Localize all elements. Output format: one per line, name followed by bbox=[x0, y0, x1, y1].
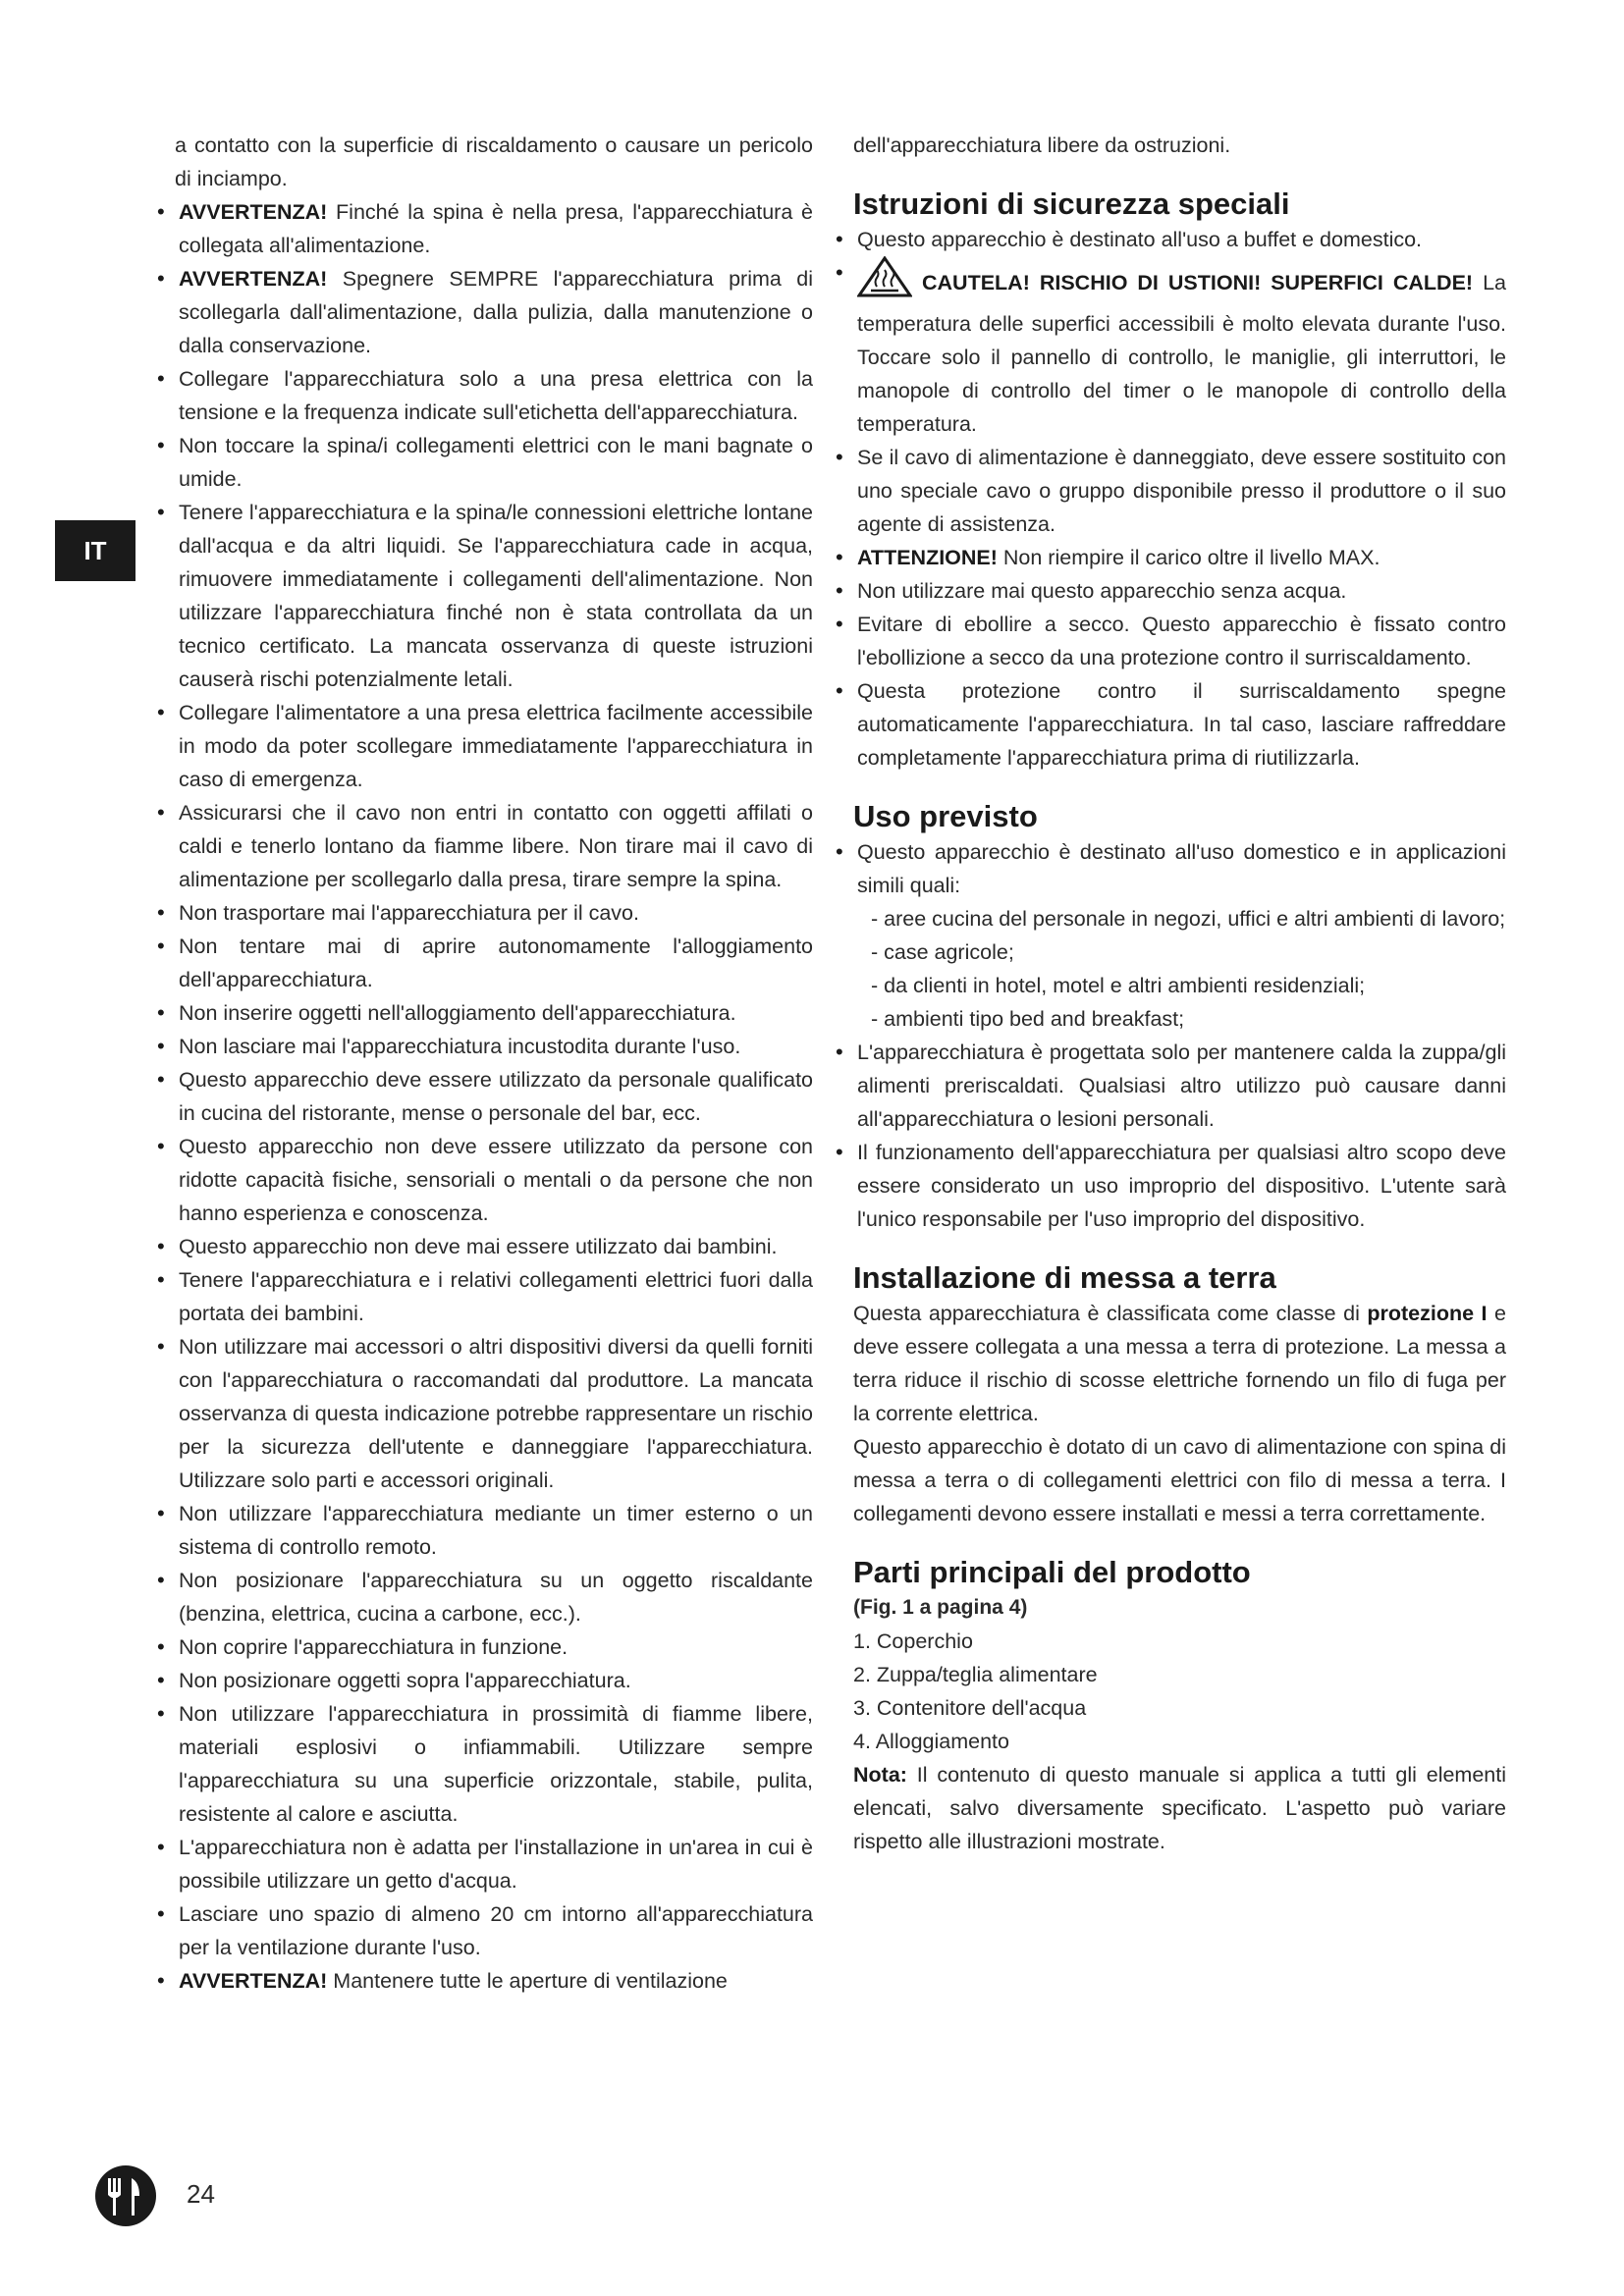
list-item bbox=[175, 1897, 813, 1964]
item-text: Non posizionare oggetti sopra l'apparecchiatura. bbox=[179, 1669, 631, 1692]
left-safety-list bbox=[175, 195, 813, 1998]
note-text: Il contenuto di questo manuale si applica a tutti gli elementi elencati, salvo diversamente specificato. L'aspetto può variare rispetto alle illustrazioni mostrate. bbox=[853, 1763, 1506, 1853]
item-text: Non posizionare l'apparecchiatura su un oggetto riscaldante (benzina, elettrica, cucina a carbone, ecc.). bbox=[179, 1569, 813, 1626]
caution-heading: CAUTELA! RISCHIO DI USTIONI! SUPERFICI CALDE! bbox=[922, 271, 1474, 294]
list-item bbox=[175, 195, 813, 262]
list-item bbox=[175, 1964, 813, 1998]
item-text: L'apparecchiatura non è adatta per l'installazione in un'area in cui è possibile utilizzare un getto d'acqua. bbox=[179, 1836, 813, 1893]
part-item: 3. Contenitore dell'acqua bbox=[853, 1696, 1087, 1720]
item-text: Non utilizzare mai accessori o altri dispositivi diversi da quelli forniti con l'apparecchiatura o raccomandati dal produttore. La mancata osservanza di questa indicazione potrebbe rappresentare un rischio per la sicurezza dell'utente e danneggiare l'apparecchiatura. Utilizzare solo parti e accessori originali. bbox=[179, 1335, 813, 1492]
item-text: Tenere l'apparecchiatura e i relativi collegamenti elettrici fuori dalla portata dei bambini. bbox=[179, 1268, 813, 1325]
sub-item: - case agricole; bbox=[871, 940, 1014, 964]
right-continuation: dell'apparecchiatura libere da ostruzioni. bbox=[853, 133, 1231, 157]
item-text: Non utilizzare l'apparecchiatura in prossimità di fiamme libere, materiali esplosivi o infiammabili. Utilizzare sempre l'apparecchiatura su una superficie orizzontale, stabile, pulita, resistente al calore e asciutta. bbox=[179, 1702, 813, 1826]
item-text: Collegare l'alimentatore a una presa elettrica facilmente accessibile in modo da poter scollegare immediatamente l'apparecchiatura in caso di emergenza. bbox=[179, 701, 813, 791]
grounding-text-a: Questa apparecchiatura è classificata come classe di bbox=[853, 1302, 1368, 1325]
list-item bbox=[175, 1030, 813, 1063]
list-item bbox=[175, 1564, 813, 1630]
item-text: Il funzionamento dell'apparecchiatura per qualsiasi altro scopo deve essere considerato un uso improprio del dispositivo. L'utente sarà l'unico responsabile per l'uso improprio del dispositivo. bbox=[857, 1141, 1506, 1231]
item-text: Questo apparecchio è destinato all'uso domestico e in applicazioni simili quali: bbox=[857, 840, 1506, 897]
list-item bbox=[175, 1497, 813, 1564]
item-text: Lasciare uno spazio di almeno 20 cm intorno all'apparecchiatura per la ventilazione durante l'uso. bbox=[179, 1902, 813, 1959]
item-warning-label: AVVERTENZA! bbox=[179, 1969, 328, 1993]
list-item bbox=[175, 796, 813, 896]
left-column bbox=[175, 129, 813, 1998]
item-text: Evitare di ebollire a secco. Questo apparecchio è fissato contro l'ebollizione a secco da una protezione contro il surriscaldamento. bbox=[857, 613, 1506, 669]
item-text: Non tentare mai di aprire autonomamente l'alloggiamento dell'apparecchiatura. bbox=[179, 934, 813, 991]
item-text: Questa protezione contro il surriscaldamento spegne automaticamente l'apparecchiatura. In tal caso, lasciare raffreddare completamente l'apparecchiatura prima di riutilizzarla. bbox=[857, 679, 1506, 770]
list-item bbox=[175, 930, 813, 996]
list-item bbox=[175, 996, 813, 1030]
item-warning-label: ATTENZIONE! bbox=[857, 546, 998, 569]
item-text: Non riempire il carico oltre il livello MAX. bbox=[997, 546, 1380, 569]
hot-surface-warning-icon bbox=[857, 256, 912, 307]
item-text: Non utilizzare l'apparecchiatura mediante un timer esterno o un sistema di controllo remoto. bbox=[179, 1502, 813, 1559]
list-item bbox=[853, 608, 1506, 674]
intro-continuation: a contatto con la superficie di riscaldamento o causare un pericolo di inciampo. bbox=[175, 133, 813, 190]
list-item bbox=[175, 1630, 813, 1664]
item-text: Mantenere tutte le aperture di ventilazione bbox=[327, 1969, 728, 1993]
list-item bbox=[175, 262, 813, 362]
page-number: 24 bbox=[187, 2179, 215, 2209]
sub-item: - da clienti in hotel, motel e altri ambienti residenziali; bbox=[871, 974, 1366, 997]
item-text: Finché la spina è nella presa, l'apparecchiatura è collegata all'alimentazione. bbox=[179, 200, 813, 257]
list-item bbox=[175, 1230, 813, 1263]
intended-use-sublist bbox=[853, 902, 1506, 1036]
item-text: Tenere l'apparecchiatura e la spina/le connessioni elettriche lontane dall'acqua e da altri liquidi. Se l'apparecchiatura cade in acqua, rimuovere immediatamente i collegamenti dell'alimentazione. Non utilizzare l'apparecchiatura finché non è stata controllata da un tecnico certificato. La mancata osservanza di queste istruzioni causerà rischi potenzialmente letali. bbox=[179, 501, 813, 691]
parts-list bbox=[853, 1625, 1506, 1758]
list-item bbox=[175, 1063, 813, 1130]
list-item bbox=[175, 429, 813, 496]
item-warning-label: AVVERTENZA! bbox=[179, 200, 328, 224]
grounding-paragraph-1 bbox=[853, 1297, 1506, 1430]
item-text: L'apparecchiatura è progettata solo per mantenere calda la zuppa/gli alimenti preriscaldati. Qualsiasi altro utilizzo può causare danni all'apparecchiatura o lesioni personali. bbox=[857, 1041, 1506, 1131]
item-text: Assicurarsi che il cavo non entri in contatto con oggetti affilati o caldi e tenerlo lontano da fiamme libere. Non tirare mai il cavo di alimentazione per scollegarlo dalla presa, tirare sempre la spina. bbox=[179, 801, 813, 891]
list-item bbox=[853, 1036, 1506, 1136]
caution-text: La temperatura delle superfici accessibili è molto elevata durante l'uso. Toccare solo il pannello di controllo, le maniglie, gli interruttori, le manopole di controllo del timer o le manopole di controllo della temperatura. bbox=[857, 271, 1506, 436]
intended-use-title: Uso previsto bbox=[853, 799, 1038, 833]
item-text: Spegnere SEMPRE l'apparecchiatura prima di scollegarla dall'alimentazione, dalla pulizia, dalla manutenzione o dalla conservazione. bbox=[179, 267, 813, 357]
item-text: Se il cavo di alimentazione è danneggiato, deve essere sostituito con uno speciale cavo o gruppo disponibile presso il produttore o il suo agente di assistenza. bbox=[857, 446, 1506, 536]
caution-item bbox=[853, 256, 1506, 441]
item-text: Non trasportare mai l'apparecchiatura per il cavo. bbox=[179, 901, 639, 925]
safety-list bbox=[853, 441, 1506, 774]
list-item bbox=[853, 674, 1506, 774]
item-text: Non inserire oggetti nell'alloggiamento dell'apparecchiatura. bbox=[179, 1001, 736, 1025]
item-text: Non lasciare mai l'apparecchiatura incustodita durante l'uso. bbox=[179, 1035, 741, 1058]
list-item bbox=[853, 441, 1506, 541]
list-item bbox=[853, 1136, 1506, 1236]
list-item bbox=[175, 1697, 813, 1831]
list-item bbox=[175, 1263, 813, 1330]
list-item bbox=[175, 896, 813, 930]
brand-logo-icon bbox=[94, 2164, 157, 2227]
part-item: 4. Alloggiamento bbox=[853, 1730, 1009, 1753]
grounding-paragraph-2: Questo apparecchio è dotato di un cavo di alimentazione con spina di messa a terra o di collegamenti elettrici con filo di messa a terra. I collegamenti devono essere installati e messi a terra correttamente. bbox=[853, 1435, 1506, 1525]
grounding-title: Installazione di messa a terra bbox=[853, 1260, 1276, 1295]
list-item bbox=[175, 696, 813, 796]
list-item bbox=[175, 362, 813, 429]
list-item bbox=[853, 541, 1506, 574]
part-item: 1. Coperchio bbox=[853, 1629, 973, 1653]
note-label: Nota: bbox=[853, 1763, 907, 1787]
figure-reference: (Fig. 1 a pagina 4) bbox=[853, 1596, 1028, 1619]
protection-class: protezione I bbox=[1367, 1302, 1488, 1325]
note-paragraph bbox=[853, 1758, 1506, 1858]
list-item bbox=[175, 1330, 813, 1497]
item-text: Questo apparecchio deve essere utilizzato da personale qualificato in cucina del ristorante, mense o personale del bar, ecc. bbox=[179, 1068, 813, 1125]
list-item bbox=[175, 1664, 813, 1697]
item-text: Non coprire l'apparecchiatura in funzione. bbox=[179, 1635, 568, 1659]
list-item bbox=[853, 223, 1506, 256]
item-text: Non toccare la spina/i collegamenti elettrici con le mani bagnate o umide. bbox=[179, 434, 813, 491]
list-item bbox=[853, 835, 1506, 902]
parts-title: Parti principali del prodotto bbox=[853, 1555, 1251, 1589]
list-item bbox=[175, 496, 813, 696]
sub-item: - aree cucina del personale in negozi, uffici e altri ambienti di lavoro; bbox=[871, 907, 1506, 931]
item-warning-label: AVVERTENZA! bbox=[179, 267, 328, 291]
item-text: Collegare l'apparecchiatura solo a una presa elettrica con la tensione e la frequenza indicate sull'etichetta dell'apparecchiatura. bbox=[179, 367, 813, 424]
list-item bbox=[853, 574, 1506, 608]
grounding-text-b: e deve essere collegata a una messa a terra di protezione. La messa a terra riduce il rischio di scosse elettriche fornendo un filo di fuga per la corrente elettrica. bbox=[853, 1302, 1506, 1425]
item-text: Questo apparecchio non deve mai essere utilizzato dai bambini. bbox=[179, 1235, 778, 1258]
safety-section-title: Istruzioni di sicurezza speciali bbox=[853, 187, 1290, 221]
item-text: Questo apparecchio è destinato all'uso a buffet e domestico. bbox=[857, 228, 1423, 251]
item-text: Non utilizzare mai questo apparecchio senza acqua. bbox=[857, 579, 1347, 603]
item-text: Questo apparecchio non deve essere utilizzato da persone con ridotte capacità fisiche, sensoriali o mentali o da persone che non hanno esperienza e conoscenza. bbox=[179, 1135, 813, 1225]
sub-item: - ambienti tipo bed and breakfast; bbox=[871, 1007, 1185, 1031]
right-column bbox=[853, 129, 1506, 1858]
list-item bbox=[175, 1130, 813, 1230]
language-tab: IT bbox=[55, 520, 135, 581]
part-item: 2. Zuppa/teglia alimentare bbox=[853, 1663, 1098, 1686]
list-item bbox=[175, 1831, 813, 1897]
